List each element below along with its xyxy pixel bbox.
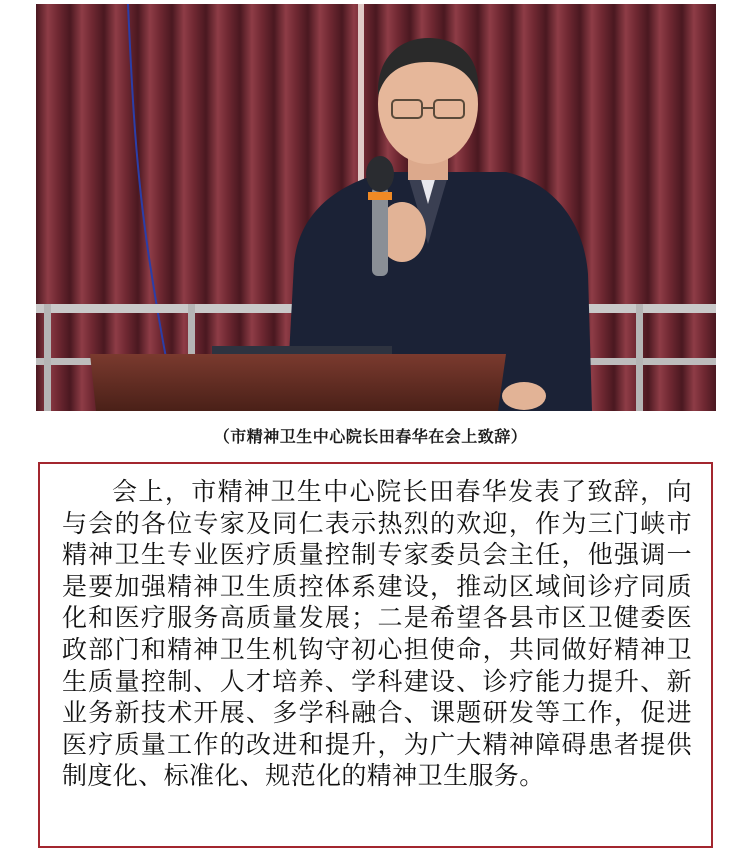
speaker-photo bbox=[36, 4, 716, 411]
railing-post-left bbox=[44, 304, 51, 411]
speaker-right-hand bbox=[502, 382, 546, 410]
photo-caption: （市精神卫生中心院长田春华在会上致辞） bbox=[213, 427, 528, 446]
microphone-band bbox=[368, 192, 392, 200]
railing-post-right bbox=[636, 304, 643, 411]
article-paragraph: 会上，市精神卫生中心院长田春华发表了致辞，向与会的各位专家及同仁表示热烈的欢迎，作为三门峡市精神卫生专业医疗质量控制专家委员会主任，他强调一是要加强精神卫生质控体系建设，推动区域间诊疗同质化和医疗服务高质量发展；二是希望各县市区卫健委医政部门和精神卫生机钩守初心担使命，共同做好精神卫生质量控制、人才培养、学科建设、诊疗能力提升、新业务新技术开展、多学科融合、课题研发等工作，促进医疗质量工作的改进和提升，为广大精神障碍患者提供制度化、标准化、规范化的精神卫生服务。 bbox=[62, 477, 692, 791]
microphone-head bbox=[366, 156, 394, 192]
article-box bbox=[38, 462, 713, 848]
speaker-photo-illustration bbox=[36, 4, 716, 411]
podium bbox=[90, 354, 506, 411]
